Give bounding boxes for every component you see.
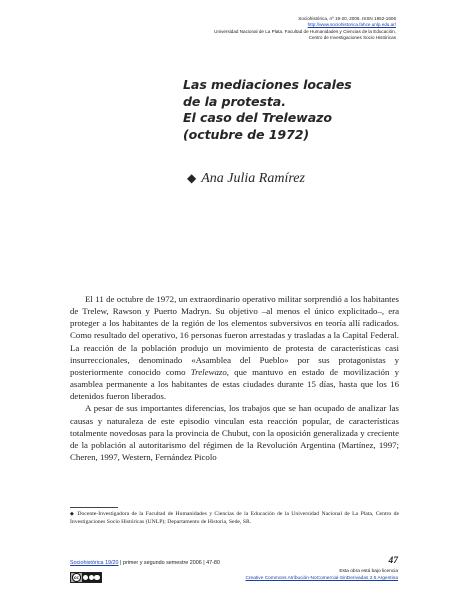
italic-term: Trelewazo [190,366,227,377]
journal-header [96,16,396,42]
title-line: (octubre de 1972) [183,126,310,142]
footnote-rule [70,507,118,508]
article-body [70,293,399,463]
issue-details: | primer y segundo semestre 2006 | 47-80 [118,560,220,566]
body-paragraph: A pesar de sus importantes diferencias, los trabajos que se han ocupado de analizar las causas y naturaleza de este episodio vinculan esta reacción popular, de características totalmente novedosas para la provincia de Chubut, con la oposición generalizada y creciente de la población al autoritarismo del régimen de la Revolución Argentina (Martínez, 1997; Cheren, 1997, Western, Fernández Picolo [70,403,399,463]
title-line: Las mediaciones locales [183,77,352,92]
nc-icon [89,575,95,581]
article-title [183,77,413,143]
footnote-text: Docente-Investigadora de la Facultad de Humanidades y Ciencias de la Educación de la Universidad Nacional de La Plata, Centro de Investigaciones Socio Históricas (UNLP); Departamento de Historia, Sede, SR. [70,511,399,525]
license-icons [82,573,101,582]
license-text: Esta obra está bajo licencia [339,569,398,574]
diamond-icon: ◆ [187,171,197,185]
nd-icon [94,575,100,581]
diamond-icon: ◆ [70,511,75,517]
cc-icon: cc [73,575,79,580]
footer-citation [70,560,220,566]
page-number: 47 [388,556,398,566]
header-url-link[interactable]: http://www.sociohistorica.fahce.unlp.edu.ar/ [307,22,396,28]
license-link[interactable]: Creative Commons Atribución-NoComercial-SinDerivadas 2.5 Argentina [245,576,398,581]
author-name: Ana Julia Ramírez [201,171,305,186]
title-line: de la protesta. [183,93,286,109]
by-icon [83,575,89,581]
license-notice [138,568,398,582]
header-institution: Universidad Nacional de La Plata. Facultad de Humanidades y Ciencias de la Educación. [214,28,396,34]
journal-link[interactable]: Sociohistórica 19/20 [70,560,119,566]
header-center: Centro de Investigaciones Socio Históricas [308,35,396,41]
footnote [70,511,399,526]
body-paragraph [70,293,399,402]
creative-commons-badge[interactable] [70,572,102,583]
paragraph-text: , que mantuvo en estado de movilización y asamblea permanente a los habitantes de estas ciudades durante 15 días, hasta que los 16 detenidos fueron liberados. [70,366,399,402]
paragraph-text: El 11 de octubre de 1972, un extraordinario operativo militar sorprendió a los habitantes de Trelew, Rawson y Puerto Madryn. Su objetivo –al menos el único explicitado–, era proteger a los habitantes de la región de los elementos subversivos en teoría allí radicados. Como resultado del operativo, 16 personas fueron arrestadas y trasladas a la Capital Federal. La reacción de la población produjo un movimiento de protesta de características casi insurreccionales, denominado «Asamblea del Pueblo» por sus protagonistas y posteriormente conocido como [70,294,399,377]
title-line: El caso del Trelewazo [183,110,332,125]
author-byline [187,171,305,187]
header-issue: Sociohistórica, nº 19-20, 2006. ISSN 1852-1606 [298,16,396,21]
